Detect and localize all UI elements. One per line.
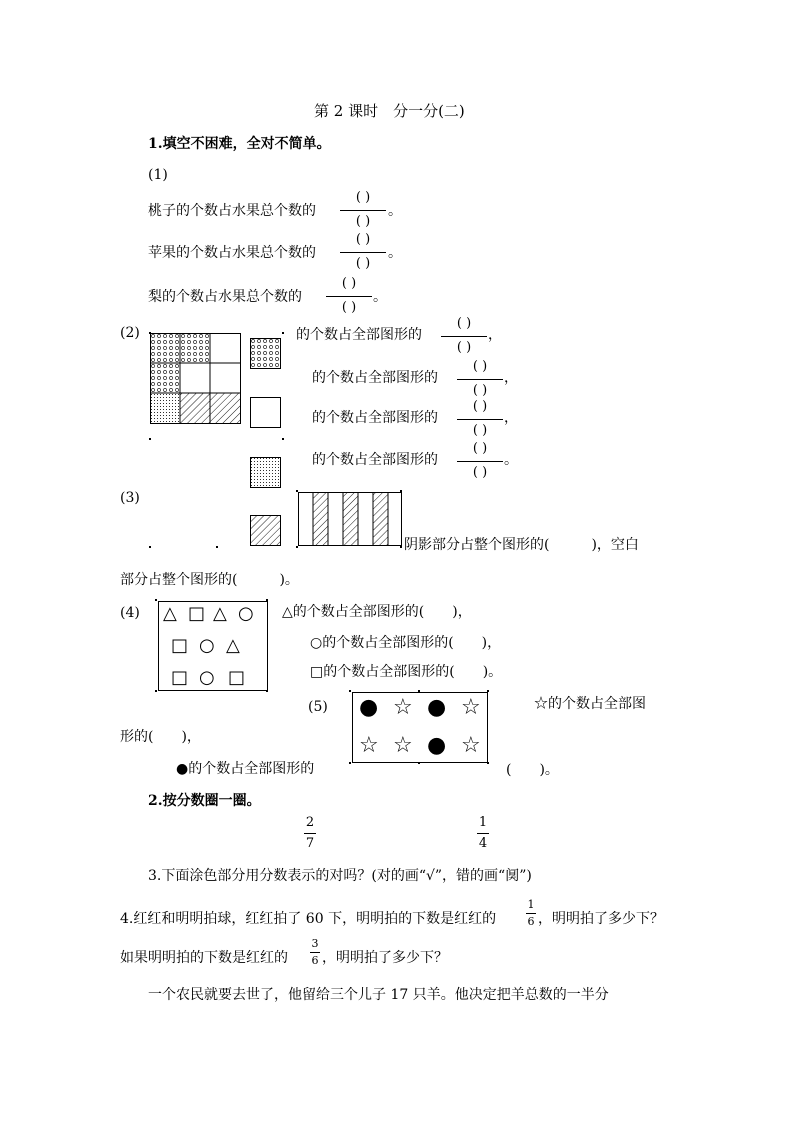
part-2-line-4: 的个数占全部图形的 — [312, 452, 438, 468]
shape-item: ● — [427, 733, 447, 758]
fraction-denominator-blank: ( ) — [355, 256, 371, 271]
q4-fraction-three-sixths: 3 6 — [311, 937, 319, 967]
fraction-numerator-blank: ( ) — [355, 190, 371, 205]
part-5-text-3: ●的个数占全部图形的 — [176, 761, 315, 777]
peach-fraction — [340, 187, 386, 233]
part-3-text-1: 阴影部分占整个图形的( )，空白 — [404, 537, 639, 553]
question-4-line-1a: 4.红红和明明拍球，红红拍了 60 下，明明拍的下数是红红的 — [120, 911, 497, 927]
comma: ， — [504, 370, 518, 386]
question-4-line-1b: ，明明拍了多少下？ — [538, 911, 664, 927]
shape-item: ○ — [238, 603, 254, 624]
shape-item: △ — [163, 603, 177, 624]
blank-square-icon — [250, 397, 282, 429]
part-3-text-2: 部分占整个图形的( )。 — [120, 572, 299, 588]
comma: ， — [504, 410, 518, 426]
part-2-line-1: 的个数占全部图形的 — [296, 327, 422, 343]
question-4-line-2b: ，明明拍了多少下？ — [322, 950, 448, 966]
part-2-line-3: 的个数占全部图形的 — [312, 410, 438, 426]
fraction-denominator-blank: ( ) — [355, 214, 371, 229]
shape-grid-figure — [150, 333, 242, 425]
shape-item: ☆ — [393, 695, 413, 720]
part-2-fraction-3: ( ) ( ) — [457, 396, 503, 442]
part-5-text-2: 形的( )， — [120, 729, 201, 745]
shape-item: ● — [427, 695, 447, 720]
fraction-two-sevenths: 2 7 — [305, 815, 315, 851]
question-4-line-2a: 如果明明拍的下数是红红的 — [120, 950, 288, 966]
shape-item: ☆ — [359, 733, 379, 758]
part-4-label: (4) — [120, 605, 140, 621]
part-2-label: (2) — [120, 325, 140, 341]
peach-line-text: 桃子的个数占水果总个数的 — [148, 203, 316, 219]
part-5-text-1: ☆的个数占全部图 — [534, 696, 646, 712]
part-2-fraction-1: ( ) ( ) — [441, 313, 487, 359]
shape-item: ○ — [199, 635, 215, 656]
part-2-line-2: 的个数占全部图形的 — [312, 370, 438, 386]
part-2-fraction-4: ( ) ( ) — [457, 438, 503, 484]
shape-item: □ — [171, 667, 189, 688]
question-3-heading: 3.下面涂色部分用分数表示的对吗？(对的画“√”，错的画“阒”) — [148, 868, 532, 884]
shape-item: ○ — [199, 667, 215, 688]
part-5-label: (5) — [308, 699, 328, 715]
part-5-text-4: ( )。 — [506, 762, 559, 778]
period: 。 — [388, 245, 402, 261]
apple-fraction — [340, 229, 386, 275]
pear-line-text: 梨的个数占水果总个数的 — [148, 289, 302, 305]
fraction-one-fourth: 1 4 — [478, 815, 488, 851]
shape-item: □ — [171, 635, 189, 656]
hatched-square-icon — [250, 515, 282, 547]
shape-item: ☆ — [461, 733, 481, 758]
striped-rectangle-figure — [298, 492, 402, 546]
part-3-label: (3) — [120, 490, 140, 506]
period: 。 — [388, 203, 402, 219]
shape-item: ● — [359, 695, 379, 720]
shape-item: □ — [188, 603, 206, 624]
part-2-fraction-2: ( ) ( ) — [457, 356, 503, 402]
circle-pattern-square-icon — [250, 338, 282, 370]
story-text: 一个农民就要去世了，他留给三个儿子 17 只羊。他决定把羊总数的一半分 — [148, 987, 609, 1003]
fraction-numerator-blank: ( ) — [355, 232, 371, 247]
shape-item: ☆ — [393, 733, 413, 758]
part-4-line-1: △的个数占全部图形的( )， — [282, 604, 472, 620]
shape-item: △ — [226, 635, 240, 656]
apple-line-text: 苹果的个数占水果总个数的 — [148, 245, 316, 261]
pear-fraction — [326, 273, 372, 319]
q4-fraction-one-sixth: 1 6 — [527, 898, 535, 928]
part-4-line-3: □的个数占全部图形的( )。 — [310, 664, 503, 680]
period: 。 — [373, 289, 387, 305]
part-4-line-2: ○的个数占全部图形的( )， — [310, 635, 502, 651]
fraction-numerator-blank: ( ) — [341, 276, 357, 291]
dotted-square-icon — [250, 457, 282, 489]
shape-item: □ — [228, 667, 246, 688]
shape-item: △ — [213, 603, 227, 624]
comma: ， — [488, 327, 502, 343]
question-1-heading: 1.填空不困难，全对不简单。 — [148, 136, 331, 152]
page-title: 第 2 课时 分一分(二) — [314, 102, 465, 120]
shape-item: ☆ — [461, 695, 481, 720]
period: 。 — [504, 452, 518, 468]
fraction-denominator-blank: ( ) — [341, 300, 357, 315]
part-1-label: (1) — [148, 167, 168, 183]
question-2-heading: 2.按分数圈一圈。 — [148, 793, 261, 809]
